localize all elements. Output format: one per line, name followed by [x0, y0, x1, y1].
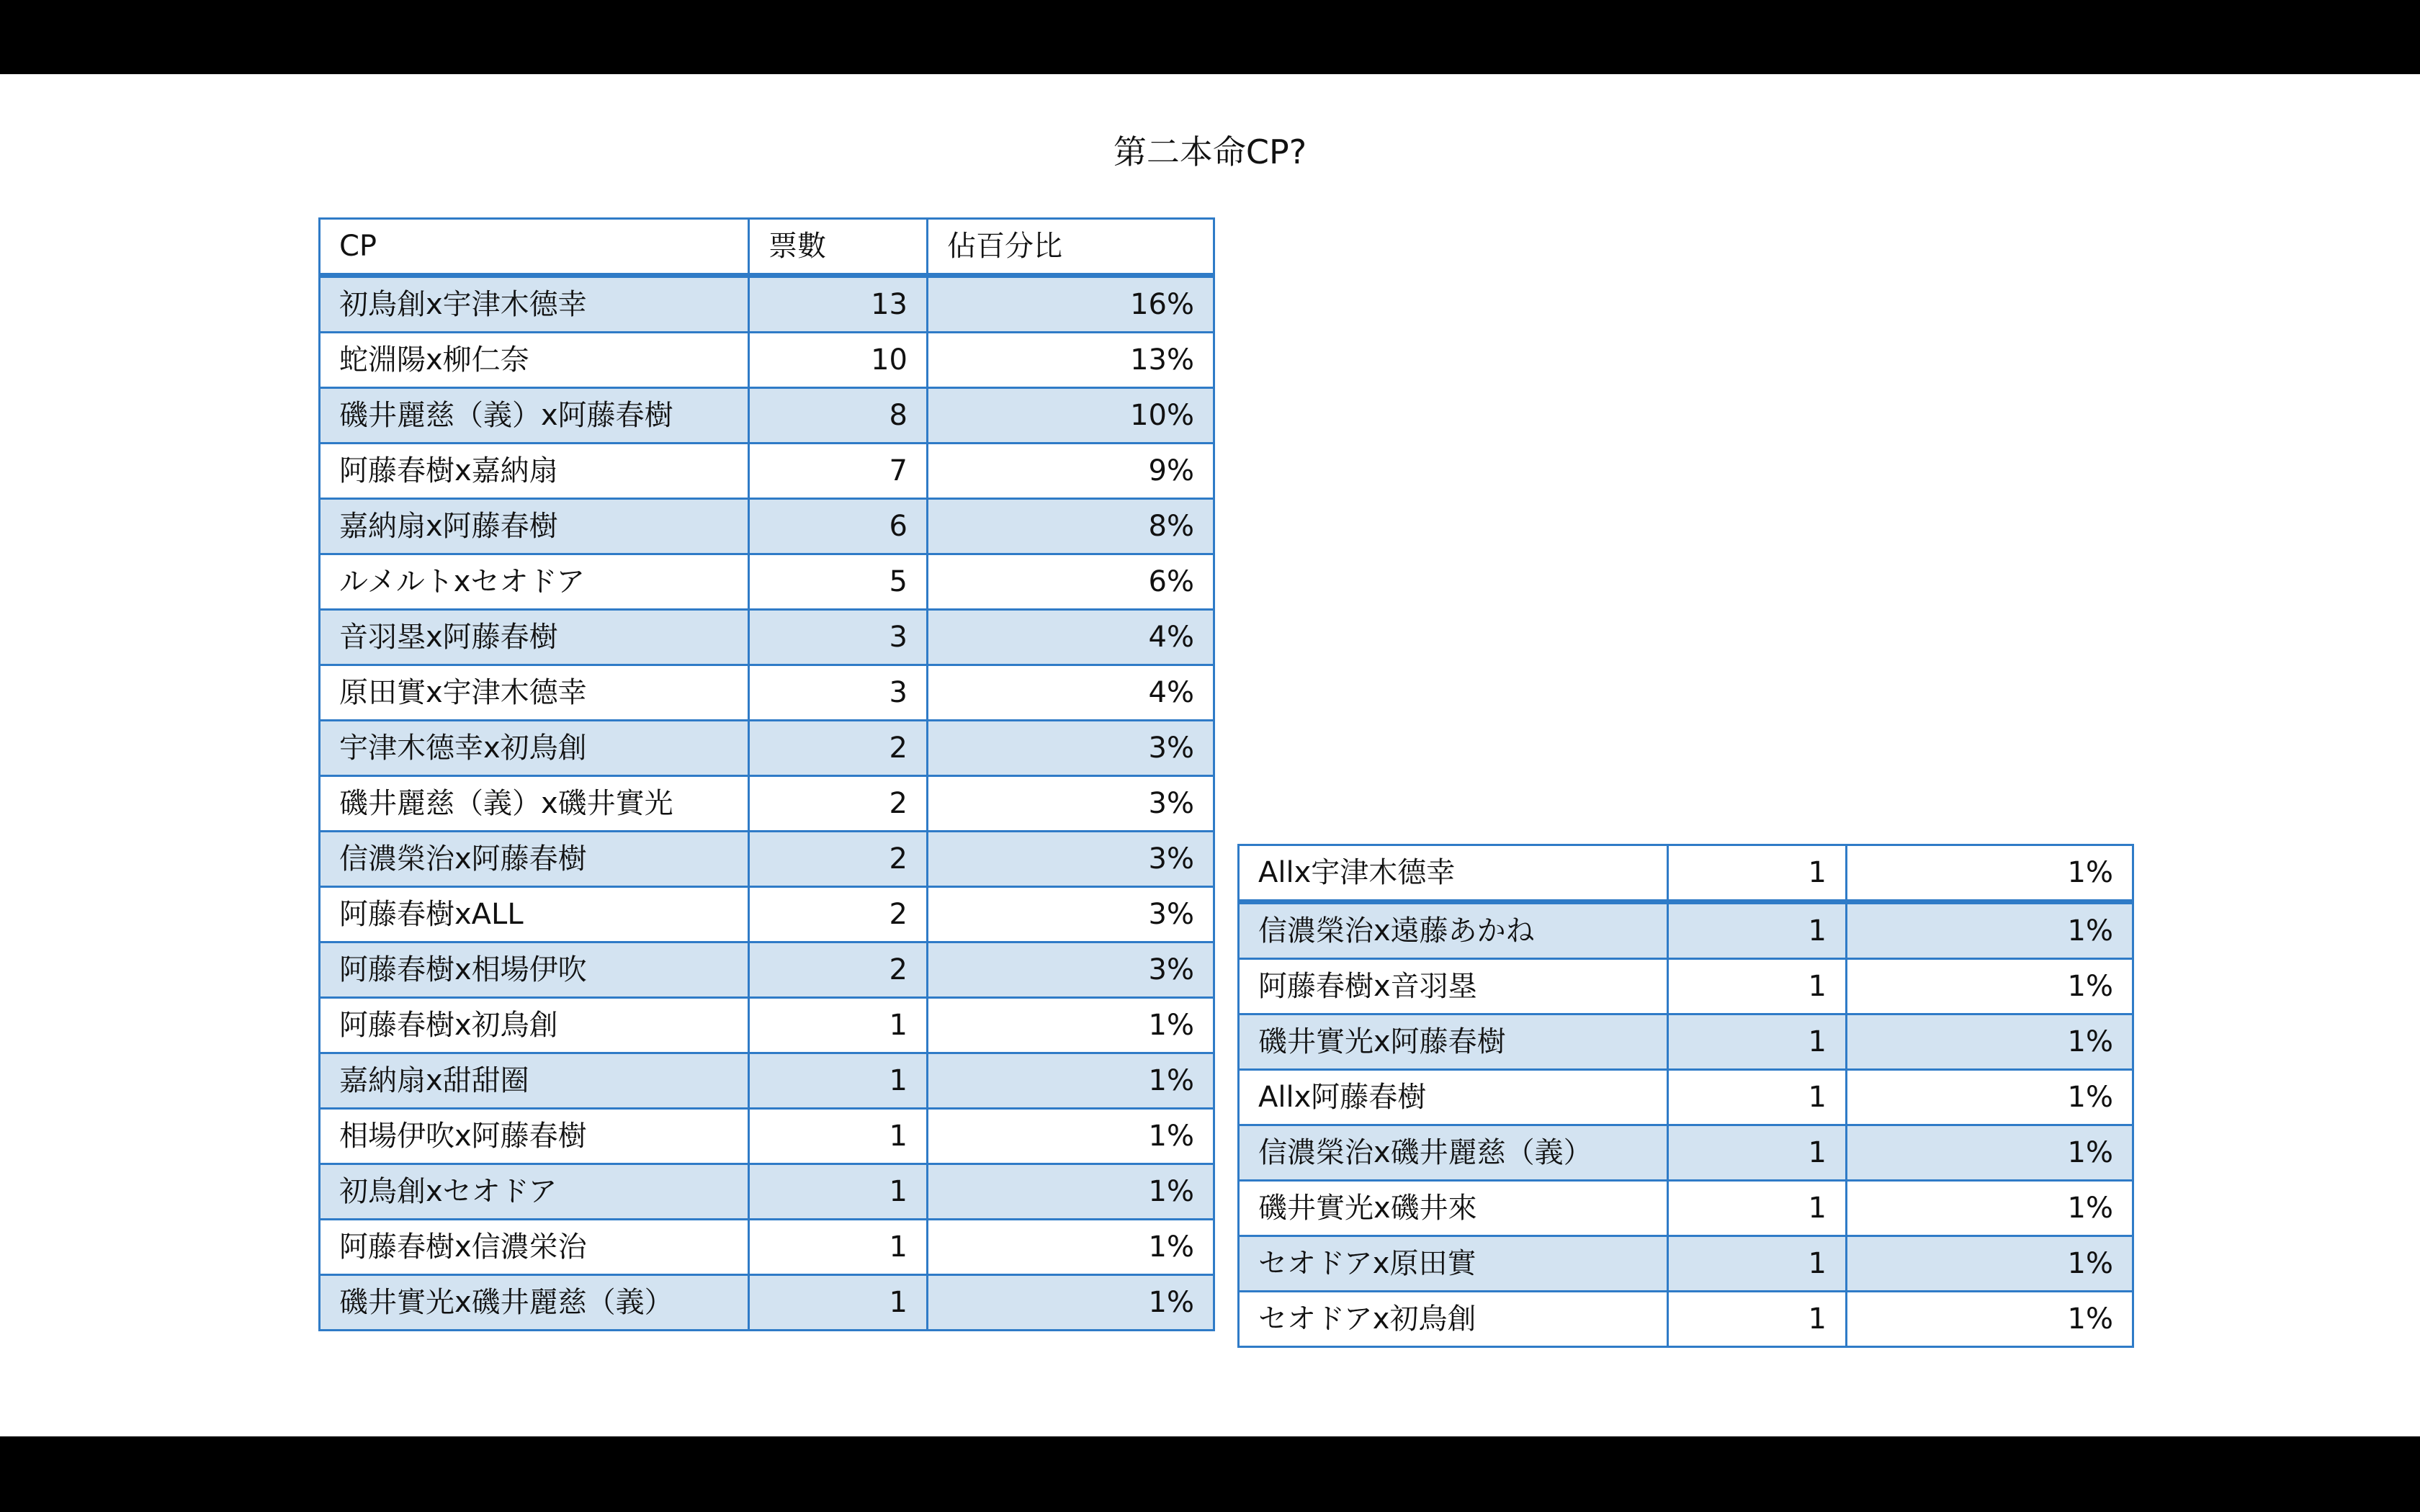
percent-cell: 1% [1847, 1014, 2133, 1070]
percent-cell: 1% [1847, 1292, 2133, 1347]
table-row [320, 388, 1214, 444]
votes-cell: 1 [1668, 1014, 1847, 1070]
votes-cell: 1 [1668, 959, 1847, 1014]
votes-cell: 1 [1668, 1181, 1847, 1236]
table-row [320, 665, 1214, 721]
header-percent: 佔百分比 [928, 219, 1214, 276]
cp-cell: 磯井麗慈（義）x磯井實光 [320, 776, 749, 832]
cp-cell: 磯井實光x磯井來 [1239, 1181, 1668, 1236]
slide-title: 第二本命CP? [1113, 132, 1307, 171]
votes-cell: 2 [749, 721, 928, 776]
percent-cell: 1% [928, 1275, 1214, 1331]
votes-cell: 13 [749, 276, 928, 333]
percent-cell: 8% [928, 499, 1214, 554]
cp-cell: ルメルトxセオドア [320, 554, 749, 610]
cp-cell: 初鳥創xセオドア [320, 1164, 749, 1220]
table-row [1239, 959, 2133, 1014]
votes-cell: 1 [749, 1164, 928, 1220]
cp-cell: 宇津木德幸x初鳥創 [320, 721, 749, 776]
percent-cell: 4% [928, 610, 1214, 665]
table-row [1239, 1125, 2133, 1181]
votes-cell: 1 [749, 1109, 928, 1164]
votes-cell: 1 [1668, 902, 1847, 959]
percent-cell: 1% [928, 1053, 1214, 1109]
percent-cell: 1% [1847, 902, 2133, 959]
percent-cell: 1% [928, 1109, 1214, 1164]
table-row [1239, 1292, 2133, 1347]
cp-cell: セオドアx原田實 [1239, 1236, 1668, 1292]
table-row [1239, 902, 2133, 959]
cp-cell: 相場伊吹x阿藤春樹 [320, 1109, 749, 1164]
cp-cell: Allx阿藤春樹 [1239, 1070, 1668, 1125]
table-row [320, 776, 1214, 832]
cp-cell: 信濃榮治x磯井麗慈（義） [1239, 1125, 1668, 1181]
percent-cell: 6% [928, 554, 1214, 610]
table-row [320, 1109, 1214, 1164]
table-row [320, 1220, 1214, 1275]
percent-cell: 3% [928, 776, 1214, 832]
percent-cell: 3% [928, 721, 1214, 776]
table-row [320, 554, 1214, 610]
votes-cell: 3 [749, 610, 928, 665]
percent-cell: 3% [928, 942, 1214, 998]
table-row [320, 610, 1214, 665]
cp-cell: 蛇淵陽x柳仁奈 [320, 333, 749, 388]
votes-cell: 5 [749, 554, 928, 610]
percent-cell: 1% [1847, 1125, 2133, 1181]
percent-cell: 1% [1847, 845, 2133, 902]
cp-cell: 磯井實光x阿藤春樹 [1239, 1014, 1668, 1070]
percent-cell: 4% [928, 665, 1214, 721]
votes-cell: 10 [749, 333, 928, 388]
percent-cell: 1% [1847, 1070, 2133, 1125]
table-row [320, 832, 1214, 887]
votes-cell: 1 [1668, 1292, 1847, 1347]
cp-cell: 阿藤春樹x相場伊吹 [320, 942, 749, 998]
cp-cell: 嘉納扇x阿藤春樹 [320, 499, 749, 554]
table-row [1239, 1181, 2133, 1236]
cp-cell: 信濃榮治x遠藤あかね [1239, 902, 1668, 959]
votes-cell: 1 [1668, 1125, 1847, 1181]
votes-cell: 7 [749, 444, 928, 499]
votes-table-right [1237, 844, 2134, 1348]
table-row [320, 1275, 1214, 1331]
votes-cell: 1 [1668, 1070, 1847, 1125]
header-cp: CP [320, 219, 749, 276]
votes-cell: 6 [749, 499, 928, 554]
cp-cell: 磯井麗慈（義）x阿藤春樹 [320, 388, 749, 444]
percent-cell: 1% [1847, 1236, 2133, 1292]
table-row [320, 1053, 1214, 1109]
percent-cell: 1% [1847, 959, 2133, 1014]
table-row [1239, 845, 2133, 902]
votes-cell: 2 [749, 887, 928, 942]
percent-cell: 10% [928, 388, 1214, 444]
cp-cell: 磯井實光x磯井麗慈（義） [320, 1275, 749, 1331]
cp-cell: 阿藤春樹x初鳥創 [320, 998, 749, 1053]
votes-cell: 8 [749, 388, 928, 444]
table-row [320, 276, 1214, 333]
table-row [320, 887, 1214, 942]
slide [0, 74, 2420, 1436]
table-row [1239, 1070, 2133, 1125]
table-row [320, 1164, 1214, 1220]
cp-cell: 原田實x宇津木德幸 [320, 665, 749, 721]
percent-cell: 16% [928, 276, 1214, 333]
percent-cell: 1% [1847, 1181, 2133, 1236]
votes-cell: 2 [749, 776, 928, 832]
cp-cell: 信濃榮治x阿藤春樹 [320, 832, 749, 887]
cp-cell: 嘉納扇x甜甜圈 [320, 1053, 749, 1109]
table-row [320, 721, 1214, 776]
percent-cell: 3% [928, 887, 1214, 942]
votes-cell: 2 [749, 942, 928, 998]
votes-cell: 2 [749, 832, 928, 887]
cp-cell: 阿藤春樹x信濃栄治 [320, 1220, 749, 1275]
votes-cell: 1 [749, 1275, 928, 1331]
table-row [1239, 1236, 2133, 1292]
votes-cell: 1 [749, 998, 928, 1053]
cp-cell: 阿藤春樹x嘉納扇 [320, 444, 749, 499]
table-header-row [320, 219, 1214, 276]
votes-table-left [318, 217, 1215, 1331]
table-row [320, 333, 1214, 388]
percent-cell: 9% [928, 444, 1214, 499]
percent-cell: 13% [928, 333, 1214, 388]
table-row [1239, 1014, 2133, 1070]
table-row [320, 998, 1214, 1053]
votes-cell: 1 [749, 1053, 928, 1109]
table-row [320, 942, 1214, 998]
cp-cell: 阿藤春樹xALL [320, 887, 749, 942]
table-row [320, 444, 1214, 499]
votes-cell: 1 [1668, 1236, 1847, 1292]
cp-cell: Allx宇津木德幸 [1239, 845, 1668, 902]
cp-cell: 初鳥創x宇津木德幸 [320, 276, 749, 333]
votes-cell: 3 [749, 665, 928, 721]
percent-cell: 3% [928, 832, 1214, 887]
cp-cell: 音羽塁x阿藤春樹 [320, 610, 749, 665]
votes-cell: 1 [1668, 845, 1847, 902]
cp-cell: 阿藤春樹x音羽塁 [1239, 959, 1668, 1014]
header-votes: 票數 [749, 219, 928, 276]
percent-cell: 1% [928, 1164, 1214, 1220]
table-row [320, 499, 1214, 554]
votes-cell: 1 [749, 1220, 928, 1275]
percent-cell: 1% [928, 1220, 1214, 1275]
percent-cell: 1% [928, 998, 1214, 1053]
cp-cell: セオドアx初鳥創 [1239, 1292, 1668, 1347]
